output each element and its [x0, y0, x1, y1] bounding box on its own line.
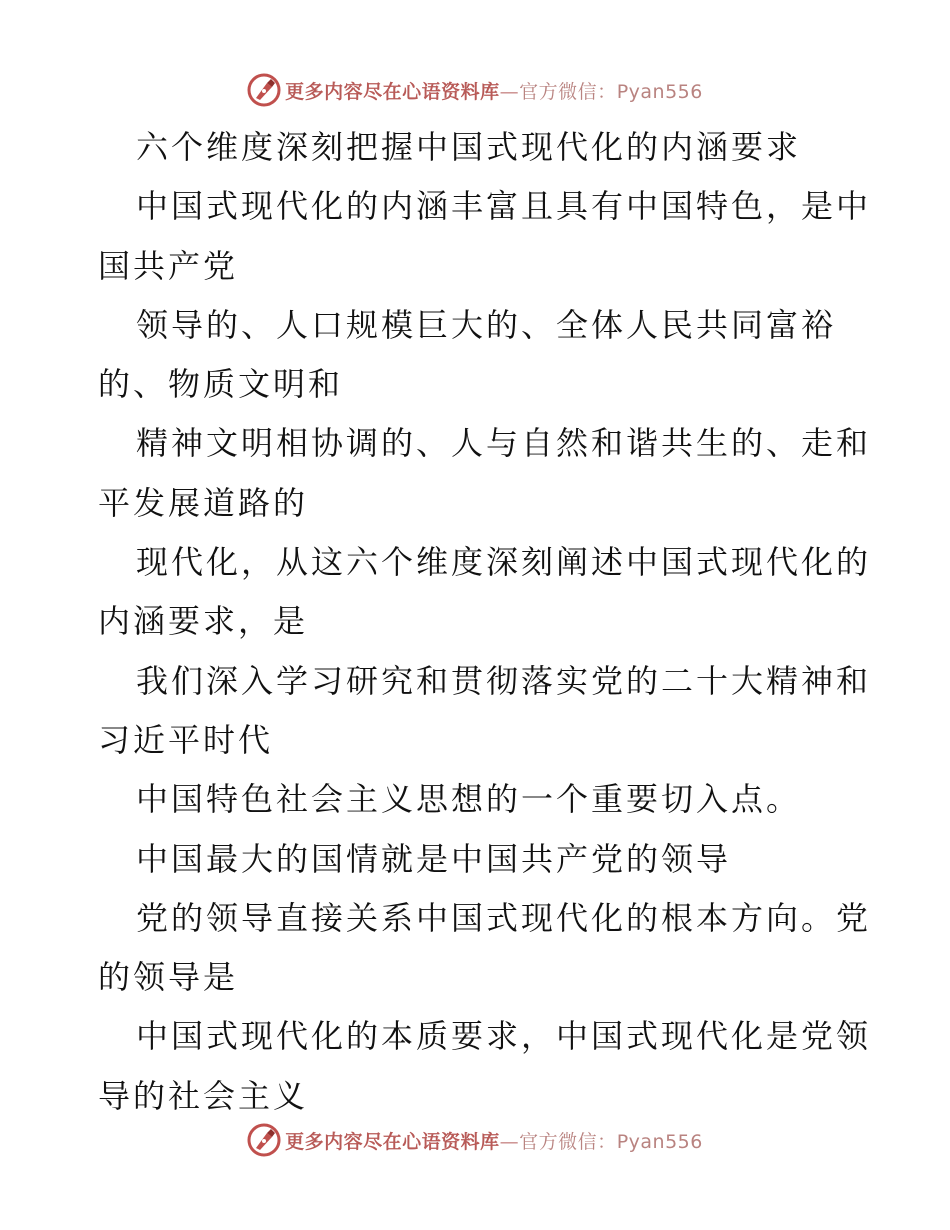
- document-body: [98, 118, 872, 1126]
- paragraph-line: 的、物质文明和: [98, 365, 344, 404]
- pen-nib-logo-icon: [247, 1123, 281, 1157]
- footer-wechat-id: Pyan556: [616, 1130, 703, 1153]
- header-wechat-label: 官方微信：: [519, 80, 617, 103]
- header-wechat-id: Pyan556: [616, 80, 703, 103]
- paragraph-line: 我们深入学习研究和贯彻落实党的二十大精神和: [136, 661, 872, 700]
- document-title: 六个维度深刻把握中国式现代化的内涵要求: [136, 128, 802, 166]
- pen-nib-logo-icon: [247, 73, 281, 107]
- paragraph-line: 内涵要求，是: [98, 602, 309, 641]
- paragraph-line: 现代化，从这六个维度深刻阐述中国式现代化的: [136, 543, 872, 582]
- footer-banner-text: [285, 1127, 703, 1154]
- footer-banner-main: 更多内容尽在心语资料库: [285, 1130, 500, 1153]
- paragraph-line: 精神文明相协调的、人与自然和谐共生的、走和: [136, 424, 872, 463]
- header-banner: [0, 68, 950, 112]
- paragraph-line: 领导的、人口规模巨大的、全体人民共同富裕: [136, 305, 837, 344]
- paragraph-line: 国共产党: [98, 246, 239, 285]
- paragraph-line: 平发展道路的: [98, 483, 309, 522]
- paragraph-line: 习近平时代: [98, 720, 274, 759]
- header-banner-text: [285, 77, 703, 104]
- footer-wechat-label: 官方微信：: [519, 1130, 617, 1153]
- paragraph-line: 党的领导直接关系中国式现代化的根本方向。党: [136, 898, 872, 937]
- header-banner-main: 更多内容尽在心语资料库: [285, 80, 500, 103]
- footer-banner-dash: —: [499, 1130, 520, 1153]
- footer-banner: [0, 1118, 950, 1162]
- header-banner-dash: —: [499, 80, 520, 103]
- paragraph-line: 中国式现代化的内涵丰富且具有中国特色，是中: [136, 187, 872, 226]
- section-heading: 中国最大的国情就是中国共产党的领导: [136, 839, 732, 878]
- paragraph-line: 的领导是: [98, 958, 239, 997]
- paragraph-line: 中国式现代化的本质要求，中国式现代化是党领: [136, 1017, 872, 1056]
- paragraph-line: 中国特色社会主义思想的一个重要切入点。: [136, 780, 802, 819]
- paragraph-line: 导的社会主义: [98, 1076, 309, 1115]
